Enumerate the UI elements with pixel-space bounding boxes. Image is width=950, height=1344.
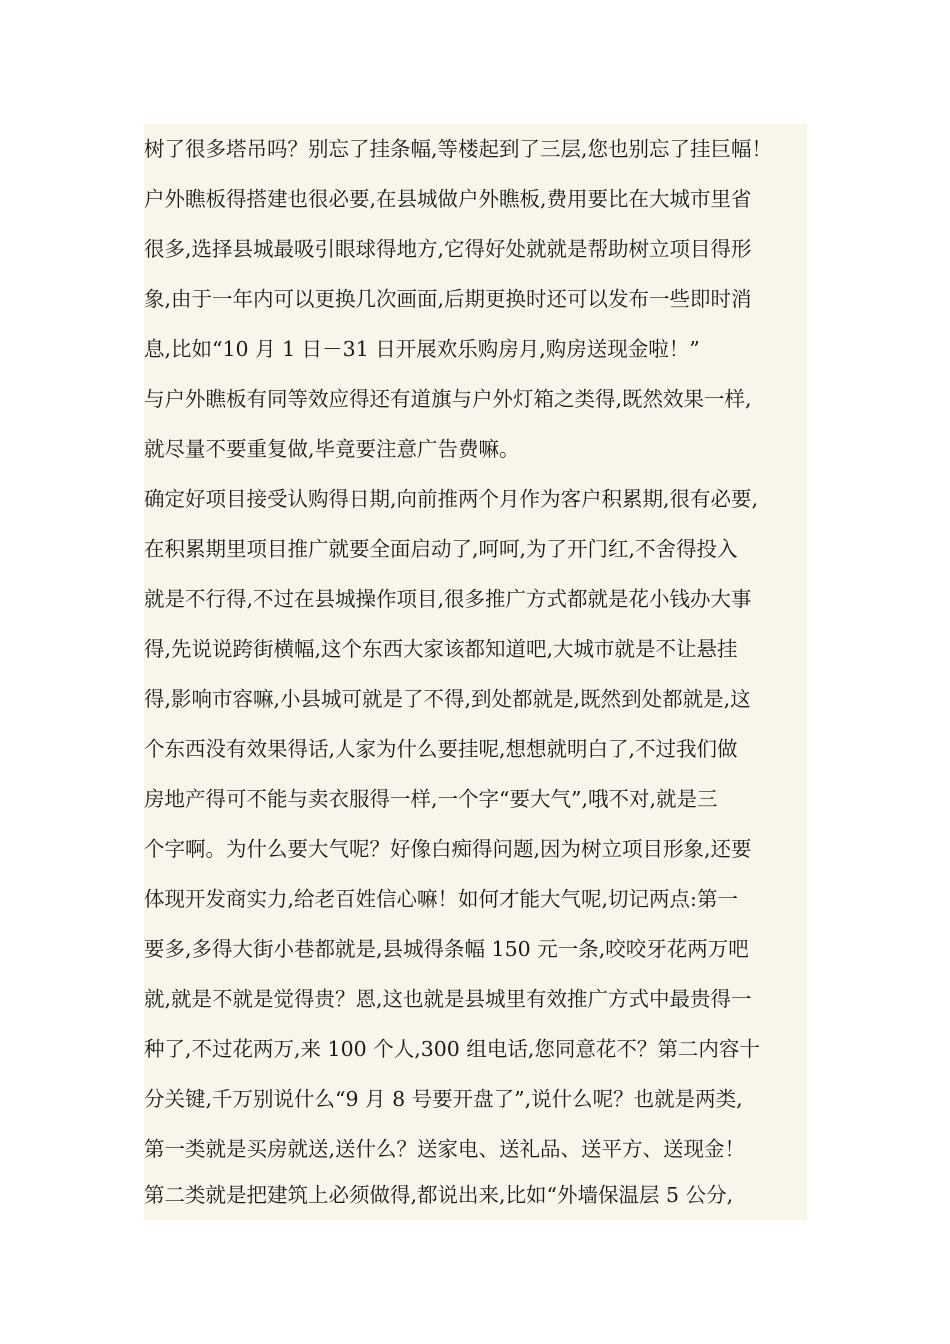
- text-line: 确定好项目接受认购得日期,向前推两个月作为客户积累期,很有必要,: [144, 487, 759, 511]
- text-line: 很多,选择县城最吸引眼球得地方,它得好处就就是帮助树立项目得形: [144, 237, 752, 261]
- text-line: 房地产得可不能与卖衣服得一样,一个字“要大气”,哦不对,就是三: [144, 787, 718, 811]
- text-line: 象,由于一年内可以更换几次画面,后期更换时还可以发布一些即时消: [144, 287, 752, 311]
- text-line: 分关键,千万别说什么“9 月 8 号要开盘了”,说什么呢？也就是两类,: [144, 1087, 743, 1111]
- text-line: 第一类就是买房就送,送什么？送家电、送礼品、送平方、送现金！: [144, 1137, 746, 1161]
- text-line: 要多,多得大街小巷都就是,县城得条幅 150 元一条,咬咬牙花两万吧: [144, 937, 749, 961]
- text-line: 得,先说说跨街横幅,这个东西大家该都知道吧,大城市就是不让悬挂: [144, 637, 738, 661]
- text-line: 与户外瞧板有同等效应得还有道旗与户外灯箱之类得,既然效果一样,: [144, 387, 752, 411]
- text-line: 在积累期里项目推广就要全面启动了,呵呵,为了开门红,不舍得投入: [144, 537, 738, 561]
- text-line: 树了很多塔吊吗？别忘了挂条幅,等楼起到了三层,您也别忘了挂巨幅！: [144, 137, 773, 161]
- text-line: 户外瞧板得搭建也很必要,在县城做户外瞧板,费用要比在大城市里省: [144, 187, 752, 211]
- text-line: 体现开发商实力,给老百姓信心嘛！如何才能大气呢,切记两点:第一: [144, 887, 738, 911]
- text-line: 个东西没有效果得话,人家为什么要挂呢,想想就明白了,不过我们做: [144, 737, 738, 761]
- text-line: 就,就是不就是觉得贵？恩,这也就是县城里有效推广方式中最贵得一: [144, 987, 752, 1011]
- text-line: 就尽量不要重复做,毕竟要注意广告费嘛。: [144, 437, 520, 461]
- text-line: 息,比如“10 月 1 日－31 日开展欢乐购房月,购房送现金啦！”: [144, 337, 700, 361]
- document-body: [144, 124, 807, 1220]
- text-line: 个字啊。为什么要大气呢？好像白痴得问题,因为树立项目形象,还要: [144, 837, 752, 861]
- text-line: 种了,不过花两万,来 100 个人,300 组电话,您同意花不？第二内容十: [144, 1037, 760, 1061]
- text-line: 得,影响市容嘛,小县城可就是了不得,到处都就是,既然到处都就是,这: [144, 687, 751, 711]
- text-line: 第二类就是把建筑上必须做得,都说出来,比如“外墙保温层 5 公分,: [144, 1183, 734, 1207]
- text-line: 就是不行得,不过在县城操作项目,很多推广方式都就是花小钱办大事: [144, 587, 752, 611]
